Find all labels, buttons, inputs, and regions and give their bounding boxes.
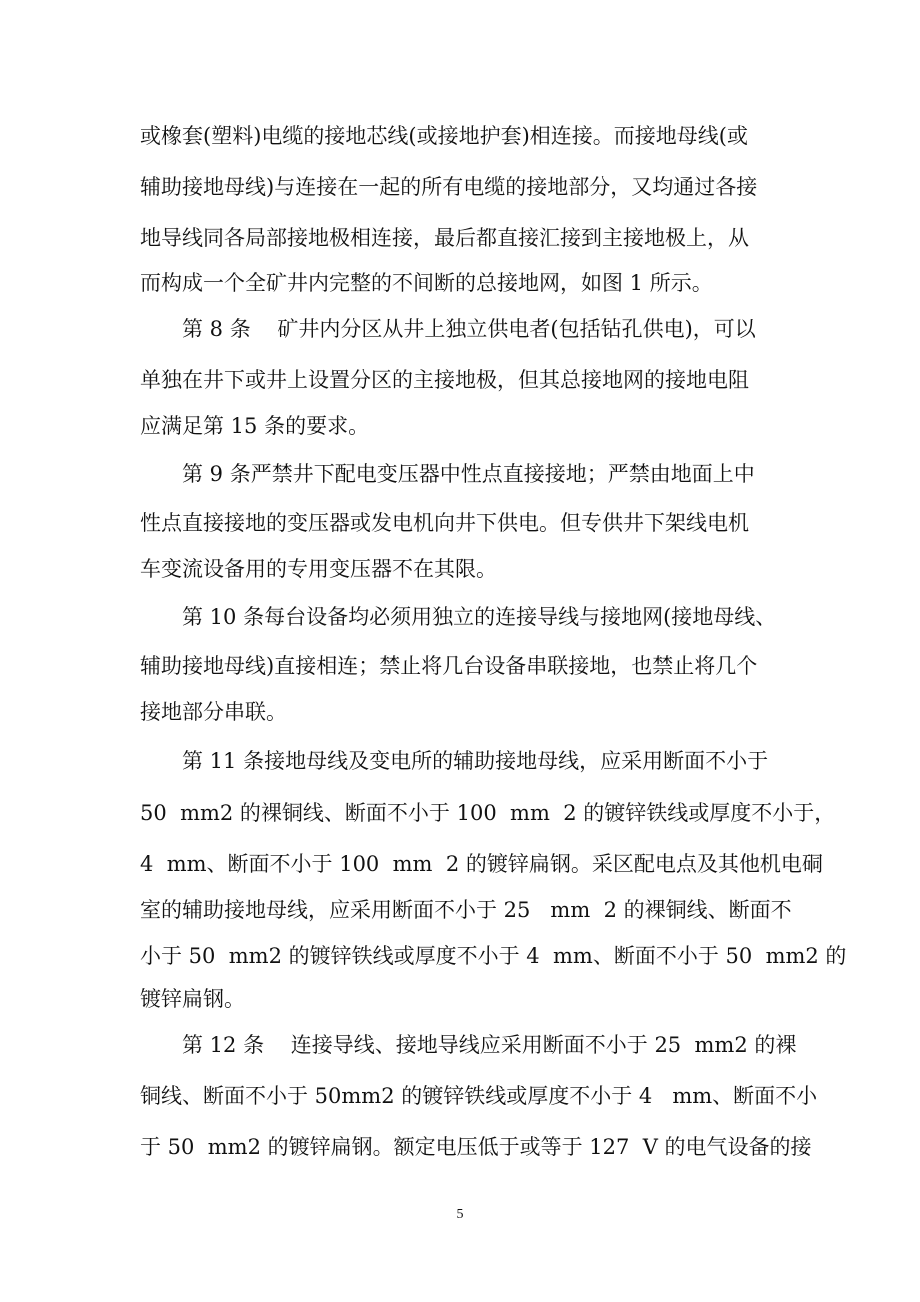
text-line: 50 mm2 的裸铜线、断面不小于 100 mm 2 的镀锌铁线或厚度不小于， bbox=[140, 801, 836, 825]
text-line: 第 8 条 矿井内分区从井上独立供电者(包括钻孔供电)，可以 bbox=[182, 317, 756, 341]
text-line: 4 mm、断面不小于 100 mm 2 的镀锌扁钢。采区配电点及其他机电硐 bbox=[140, 852, 823, 876]
text-line: 地导线同各局部接地极相连接，最后都直接汇接到主接地极上，从 bbox=[140, 226, 749, 250]
text-line: 小于 50 mm2 的镀锌铁线或厚度不小于 4 mm、断面不小于 50 mm2 的 bbox=[140, 944, 847, 968]
text-line: 性点直接接地的变压器或发电机向井下供电。但专供井下架线电机 bbox=[140, 511, 749, 535]
text-line: 第 11 条接地母线及变电所的辅助接地母线，应采用断面不小于 bbox=[182, 749, 769, 773]
text-line: 辅助接地母线)直接相连；禁止将几台设备串联接地，也禁止将几个 bbox=[140, 654, 758, 678]
text-line: 接地部分串联。 bbox=[140, 700, 287, 724]
text-line: 铜线、断面不小于 50mm2 的镀锌铁线或厚度不小于 4 mm、断面不小 bbox=[140, 1084, 818, 1108]
text-line: 于 50 mm2 的镀锌扁钢。额定电压低于或等于 127 V 的电气设备的接 bbox=[140, 1135, 812, 1159]
text-line: 室的辅助接地母线，应采用断面不小于 25 mm 2 的裸铜线、断面不 bbox=[140, 898, 792, 922]
page-number: 5 bbox=[456, 1207, 464, 1222]
text-line: 单独在井下或井上设置分区的主接地极，但其总接地网的接地电阻 bbox=[140, 368, 749, 392]
text-line: 或橡套(塑料)电缆的接地芯线(或接地护套)相连接。而接地母线(或 bbox=[140, 124, 748, 148]
text-line: 车变流设备用的专用变压器不在其限。 bbox=[140, 557, 497, 581]
text-line: 应满足第 15 条的要求。 bbox=[140, 414, 370, 438]
text-line: 镀锌扁钢。 bbox=[140, 987, 245, 1011]
text-line: 而构成一个全矿井内完整的不间断的总接地网，如图 1 所示。 bbox=[140, 271, 713, 295]
text-line: 第 10 条每台设备均必须用独立的连接导线与接地网(接地母线、 bbox=[182, 605, 777, 629]
text-line: 辅助接地母线)与连接在一起的所有电缆的接地部分，又均通过各接 bbox=[140, 175, 758, 199]
text-line: 第 9 条严禁井下配电变压器中性点直接接地；严禁由地面上中 bbox=[182, 462, 755, 486]
text-line: 第 12 条 连接导线、接地导线应采用断面不小于 25 mm2 的裸 bbox=[182, 1033, 797, 1057]
